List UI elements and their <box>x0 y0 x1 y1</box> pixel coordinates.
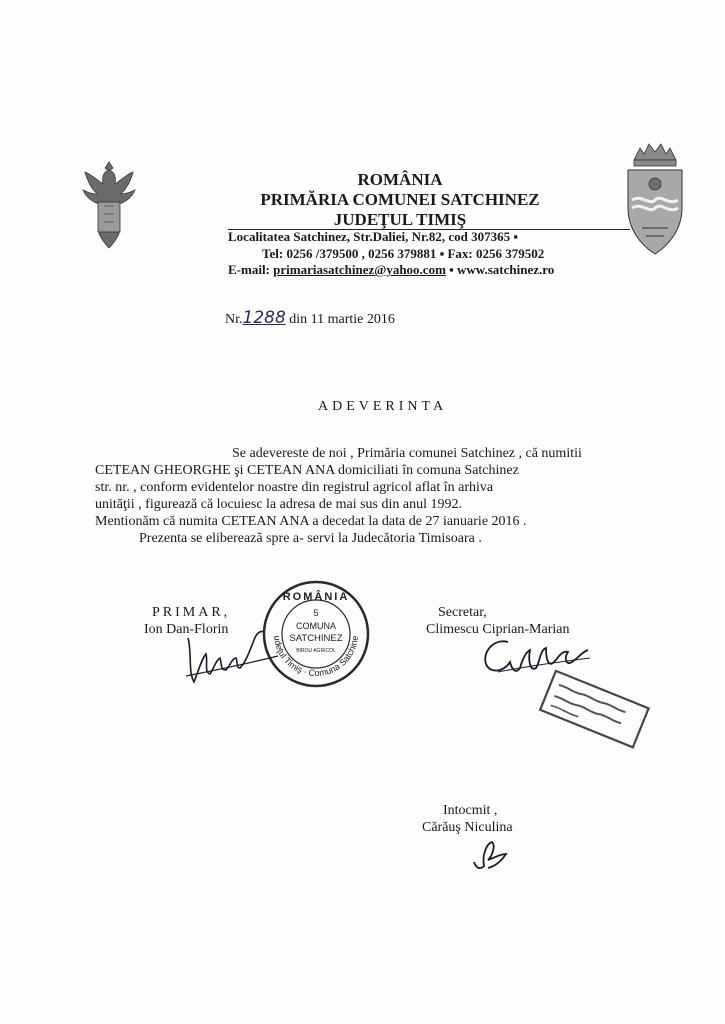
header-email-label: E-mail: <box>228 262 274 277</box>
mayor-name: Ion Dan-Florin <box>144 622 229 637</box>
header-tel-numbers: /379500 , 0256 379881 <box>315 246 437 261</box>
stamp-ring-text: Judeţul Timiş · Comuna Satchinez <box>255 570 361 679</box>
stamp-top-text: ROMÂNIA <box>282 591 350 603</box>
conform-stamp-icon <box>534 660 654 760</box>
header-address: Localitatea Satchinez, Str.Daliei, Nr.82, cod 307365 <box>228 229 511 244</box>
reference-line <box>225 308 395 328</box>
satchinez-coat-of-arms-icon <box>622 138 688 260</box>
stamp-line3: BIROU AGRICOL <box>296 648 336 654</box>
header-tel-label: Tel: 0256 <box>262 246 316 261</box>
romania-coat-of-arms-icon <box>78 158 140 260</box>
secretary-title: Secretar, <box>438 605 487 620</box>
header-institution: PRIMĂRIA COMUNEI SATCHINEZ <box>260 190 540 209</box>
header-phone-line <box>262 246 544 262</box>
header-website[interactable]: www.satchinez.ro <box>457 262 555 277</box>
secretary-name: Climescu Ciprian-Marian <box>426 622 570 637</box>
document-title: ADEVERINTA <box>318 399 448 414</box>
header-email-link[interactable]: primariasatchinez@yahoo.com <box>273 262 446 277</box>
reference-prefix: Nr. <box>225 312 243 327</box>
body-line: CETEAN GHEORGHE şi CETEAN ANA domiciliati în comuna Satchinez <box>95 463 519 478</box>
stamp-line2: SATCHINEZ <box>289 633 343 644</box>
body-line: Prezenta se elibereazã spre a- servi la Judecătoria Timisoara . <box>139 531 482 546</box>
header-fax: Fax: 0256 379502 <box>447 246 545 261</box>
bullet-icon: ▪ <box>439 246 445 261</box>
body-line: str. nr. , conform evidentelor noastre din registrul agricol aflat în arhiva <box>95 480 494 495</box>
bullet-icon: ▪ <box>449 262 454 277</box>
header-address-line <box>228 229 518 245</box>
body-line: Mentionăm că numita CETEAN ANA a decedat la data de 27 ianuarie 2016 . <box>95 514 527 529</box>
bullet-icon: ▪ <box>513 229 518 244</box>
reference-number: 1288 <box>242 308 286 328</box>
header-county: JUDEŢUL TIMIŞ <box>333 210 467 229</box>
body-line: Se adevereste de noi , Primăria comunei Satchinez , că numitii <box>232 446 582 461</box>
mayor-title: PRIMAR, <box>152 605 231 620</box>
stamp-line1: COMUNA <box>296 621 336 631</box>
prepared-by-signature-icon <box>466 832 516 878</box>
body-line: unităţii , figurează că locuiesc la adresa de mai sus din anul 1992. <box>95 497 462 512</box>
prepared-by-title: Intocmit , <box>443 803 498 818</box>
prepared-by-name: Cărăuş Niculina <box>422 820 513 835</box>
reference-date: din 11 martie 2016 <box>289 312 395 327</box>
header-email-line <box>228 262 554 278</box>
mayor-signature-icon <box>178 618 288 698</box>
stamp-number: 5 <box>313 608 319 618</box>
header-country: ROMÂNIA <box>357 170 443 189</box>
